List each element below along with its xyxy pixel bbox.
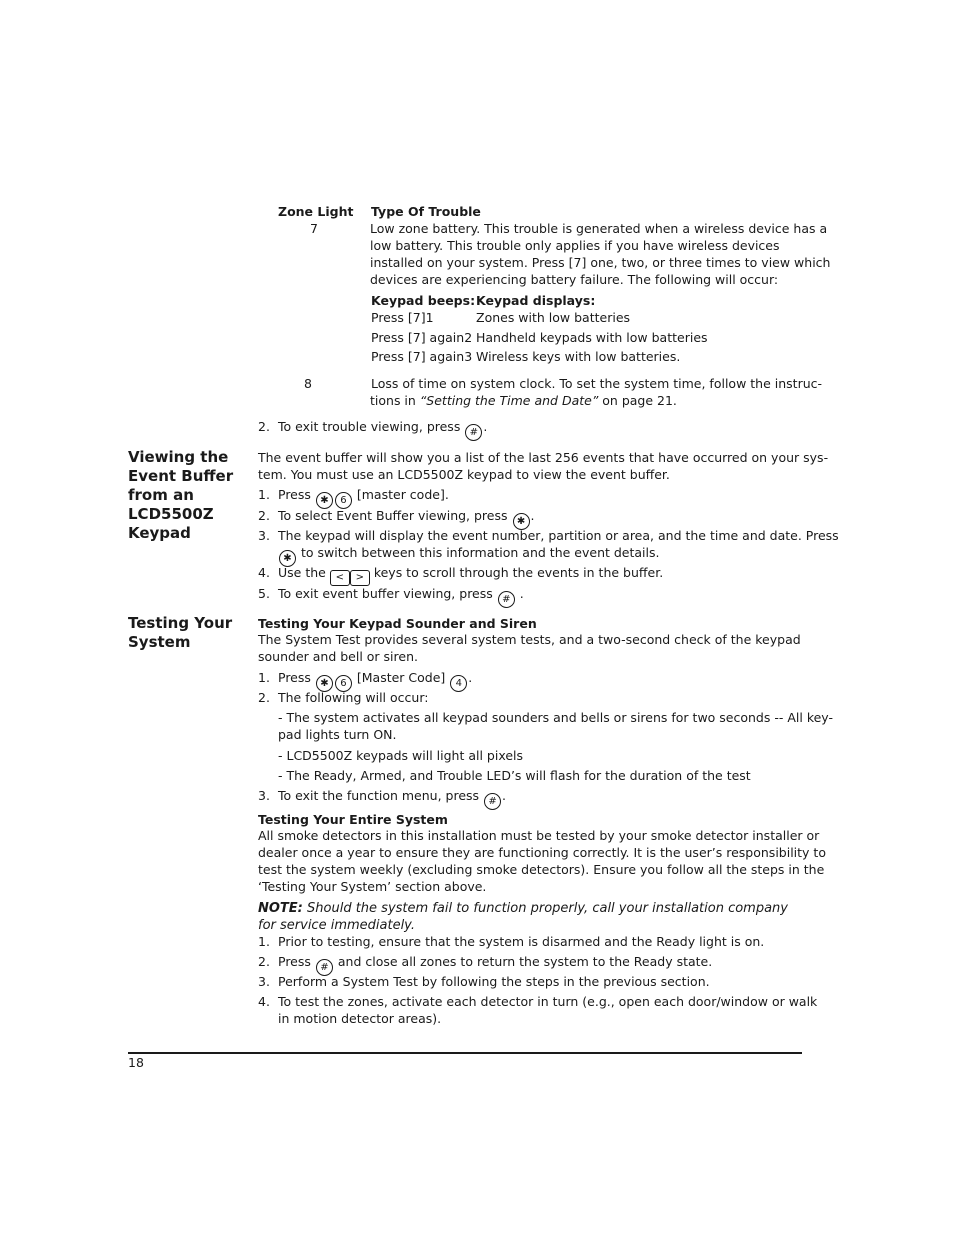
- note-line: [258, 900, 788, 917]
- step-number: 3.: [258, 974, 270, 989]
- text-line: sounder and bell or siren.: [258, 649, 418, 664]
- text-line: To test the zones, activate each detector in turn (e.g., open each door/window or walk: [278, 994, 818, 1009]
- zone-number-8: 8: [304, 376, 312, 391]
- text-span: To exit trouble viewing, press: [278, 419, 461, 434]
- text-span: .: [519, 586, 524, 601]
- zone-number-7: 7: [310, 221, 318, 236]
- step-number: 1.: [258, 487, 270, 502]
- left-arrow-key-icon: <: [330, 570, 350, 586]
- text-line: devices are experiencing battery failure. The following will occur:: [370, 272, 779, 287]
- hash-key-icon: #: [316, 959, 333, 976]
- text-line: All smoke detectors in this installation must be tested by your smoke detector installer or: [258, 828, 820, 843]
- text-line: tem. You must use an LCD5500Z keypad to view the event buffer.: [258, 467, 670, 482]
- step-number: 1.: [258, 934, 270, 949]
- beeps-row-3: Press [7] again3: [371, 349, 473, 364]
- beeps-row-1: Press [7]1: [371, 310, 434, 325]
- note-line: for service immediately.: [258, 918, 415, 933]
- step-number: 2.: [258, 690, 270, 705]
- heading-line: System: [128, 633, 191, 651]
- beeps-row-2: Press [7] again2: [371, 330, 473, 345]
- step-number: 5.: [258, 586, 270, 601]
- text-span: [Master Code]: [356, 670, 446, 685]
- text-span: Should the system fail to function properly, call your installation company: [302, 901, 788, 916]
- event-step-4: [278, 564, 663, 586]
- entire-system-intro: [258, 827, 826, 895]
- hash-key-icon: #: [498, 591, 515, 608]
- event-step-5: [278, 585, 524, 608]
- hash-key-icon: #: [484, 793, 501, 810]
- event-step-1: [278, 486, 449, 509]
- heading-line: LCD5500Z: [128, 505, 214, 523]
- type-of-trouble-header: Type Of Trouble: [371, 204, 481, 219]
- bullet-item-continued: pad lights turn ON.: [278, 727, 397, 742]
- heading-line: Testing Your: [128, 614, 233, 632]
- star-key-icon: ✱: [513, 513, 530, 530]
- final-step-1: Prior to testing, ensure that the system is disarmed and the Ready light is on.: [278, 934, 765, 949]
- final-step-3: Perform a System Test by following the steps in the previous section.: [278, 974, 710, 989]
- text-line: The keypad will display the event number, partition or area, and the time and date. Press: [278, 528, 839, 543]
- text-line: Low zone battery. This trouble is generated when a wireless device has a: [370, 221, 828, 236]
- keypad-sounder-intro: [258, 631, 801, 665]
- text-span: and close all zones to return the system to the Ready state.: [337, 954, 713, 969]
- text-span: Use the: [278, 565, 326, 580]
- text-line: The System Test provides several system tests, and a two-second check of the keypad: [258, 632, 801, 647]
- four-key-icon: 4: [450, 675, 467, 692]
- bullet-item: - The system activates all keypad sounders and bells or sirens for two seconds -- All key-: [278, 710, 833, 725]
- exit-trouble-step: [278, 418, 487, 441]
- six-key-icon: 6: [335, 492, 352, 509]
- footer-rule: [128, 1052, 802, 1054]
- event-step-3: [278, 527, 839, 567]
- text-span: on page 21.: [598, 393, 677, 408]
- zone-light-header: Zone Light: [278, 204, 354, 219]
- final-step-4: [278, 993, 817, 1027]
- text-span: .: [483, 419, 488, 434]
- text-span: to switch between this information and the event details.: [300, 545, 660, 560]
- text-span: Press: [278, 487, 311, 502]
- text-span: To exit the function menu, press: [278, 788, 480, 803]
- zone7-description: [370, 220, 830, 288]
- step-number: 3.: [258, 528, 270, 543]
- text-line: low battery. This trouble only applies if you have wireless devices: [370, 238, 780, 253]
- text-span: To exit event buffer viewing, press: [278, 586, 493, 601]
- hash-key-icon: #: [465, 424, 482, 441]
- heading-line: Keypad: [128, 524, 191, 542]
- cross-reference: “Setting the Time and Date”: [419, 393, 599, 408]
- note-label: NOTE:: [258, 901, 303, 916]
- text-span: keys to scroll through the events in the buffer.: [373, 565, 664, 580]
- displays-row-2: Handheld keypads with low batteries: [476, 330, 708, 345]
- star-key-icon: ✱: [316, 675, 333, 692]
- right-arrow-key-icon: >: [350, 570, 370, 586]
- step-number: 3.: [258, 788, 270, 803]
- zone8-line1: Loss of time on system clock. To set the system time, follow the instruc-: [371, 376, 823, 391]
- text-span: Press: [278, 670, 311, 685]
- testing-heading: [128, 614, 232, 652]
- keypad-displays-header: Keypad displays:: [476, 293, 596, 308]
- keypad-beeps-header: Keypad beeps:: [371, 293, 476, 308]
- event-buffer-heading: [128, 448, 233, 543]
- step-number: 4.: [258, 565, 270, 580]
- star-key-icon: ✱: [279, 550, 296, 567]
- text-line: dealer once a year to ensure they are functioning correctly. It is the user’s responsibility to: [258, 845, 826, 860]
- step-number: 2.: [258, 419, 270, 434]
- step-number: 2.: [258, 508, 270, 523]
- note: [258, 900, 788, 934]
- text-line: The event buffer will show you a list of the last 256 events that have occurred on your sys-: [258, 450, 829, 465]
- heading-line: Event Buffer: [128, 467, 234, 485]
- text-line: test the system weekly (excluding smoke detectors). Ensure you follow all the steps in the: [258, 862, 825, 877]
- bullet-item: - The Ready, Armed, and Trouble LED’s will flash for the duration of the test: [278, 768, 751, 783]
- text-span: .: [530, 508, 535, 523]
- star-key-icon: ✱: [316, 492, 333, 509]
- heading-line: from an: [128, 486, 194, 504]
- text-line: ‘Testing Your System’ section above.: [258, 879, 487, 894]
- test-step-3: [278, 787, 506, 810]
- text-span: Press: [278, 954, 311, 969]
- six-key-icon: 6: [335, 675, 352, 692]
- event-buffer-intro: [258, 449, 828, 483]
- step-number: 4.: [258, 994, 270, 1009]
- bullet-item: - LCD5500Z keypads will light all pixels: [278, 748, 524, 763]
- text-span: tions in: [370, 393, 420, 408]
- page-number: 18: [128, 1055, 144, 1070]
- text-line: in motion detector areas).: [278, 1011, 442, 1026]
- step-number: 1.: [258, 670, 270, 685]
- text-span: [master code].: [356, 487, 449, 502]
- text-span: .: [502, 788, 507, 803]
- zone8-line2: [370, 392, 677, 409]
- text-span: To select Event Buffer viewing, press: [278, 508, 508, 523]
- text-span: .: [468, 670, 473, 685]
- entire-system-subheading: Testing Your Entire System: [258, 812, 448, 827]
- keypad-sounder-subheading: Testing Your Keypad Sounder and Siren: [258, 616, 537, 631]
- step-number: 2.: [258, 954, 270, 969]
- text-line: installed on your system. Press [7] one, two, or three times to view which: [370, 255, 831, 270]
- displays-row-1: Zones with low batteries: [476, 310, 631, 325]
- displays-row-3: Wireless keys with low batteries.: [476, 349, 681, 364]
- heading-line: Viewing the: [128, 448, 229, 466]
- test-step-2: The following will occur:: [278, 690, 429, 705]
